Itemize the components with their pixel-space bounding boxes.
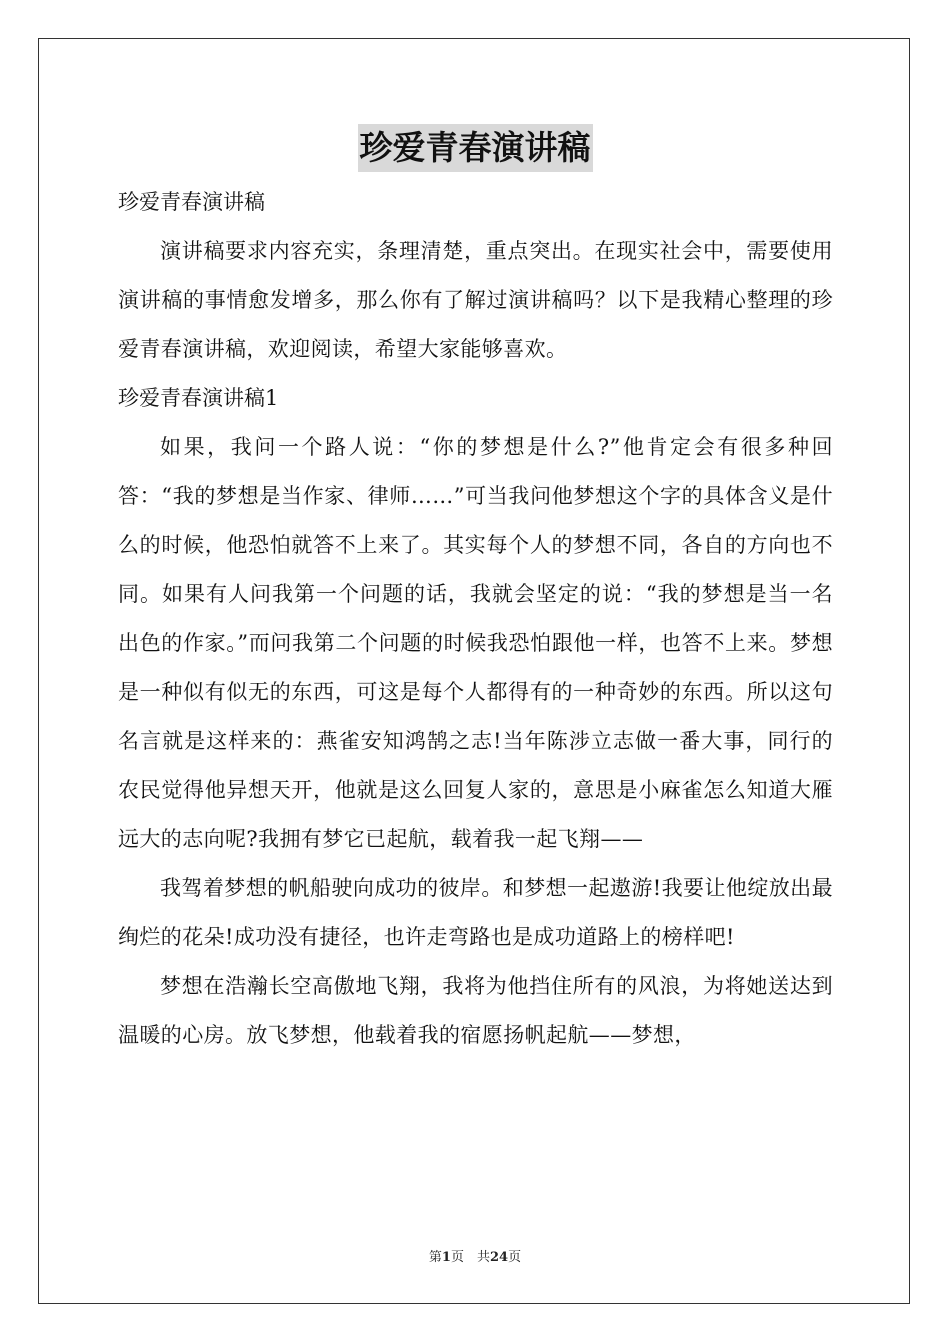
document-body — [118, 178, 833, 1060]
body-paragraph-3: 梦想在浩瀚长空高傲地飞翔，我将为他挡住所有的风浪，为将她送达到温暖的心房。放飞梦想，他载着我的宿愿扬帆起航——梦想， — [118, 974, 833, 1047]
document-subtitle: 珍爱青春演讲稿 — [118, 190, 265, 214]
footer-total-pages: 24 — [489, 1250, 509, 1265]
footer-middle: 页 共 — [450, 1250, 490, 1265]
body-paragraph-1: 如果，我问一个路人说：“你的梦想是什么?”他肯定会有很多种回答：“我的梦想是当作家、律师……”可当我问他梦想这个字的具体含义是什么的时候，他恐怕就答不上来了。其实每个人的梦想不同，各自的方向也不同。如果有人问我第一个问题的话，我就会坚定的说：“我的梦想是当一名出色的作家。”而问我第二个问题的时候我恐怕跟他一样，也答不上来。梦想是一种似有似无的东西，可这是每个人都得有的一种奇妙的东西。所以这句名言就是这样来的：燕雀安知鸿鹄之志!当年陈涉立志做一番大事，同行的农民觉得他异想天开，他就是这么回复人家的，意思是小麻雀怎么知道大雁远大的志向呢?我拥有梦它已起航，载着我一起飞翔—— — [118, 435, 833, 851]
footer-prefix: 第 — [428, 1250, 442, 1265]
document-title: 珍爱青春演讲稿 — [358, 124, 593, 172]
page-footer — [0, 1246, 950, 1265]
document-title-block — [0, 124, 950, 172]
intro-paragraph: 演讲稿要求内容充实，条理清楚，重点突出。在现实社会中，需要使用演讲稿的事情愈发增多，那么你有了解过演讲稿吗？以下是我精心整理的珍爱青春演讲稿，欢迎阅读，希望大家能够喜欢。 — [118, 239, 833, 361]
footer-suffix: 页 — [508, 1250, 522, 1265]
footer-current-page: 1 — [441, 1250, 451, 1265]
section-heading-1: 珍爱青春演讲稿1 — [118, 386, 279, 410]
body-paragraph-2: 我驾着梦想的帆船驶向成功的彼岸。和梦想一起遨游!我要让他绽放出最绚烂的花朵!成功没有捷径，也许走弯路也是成功道路上的榜样吧! — [118, 876, 833, 949]
